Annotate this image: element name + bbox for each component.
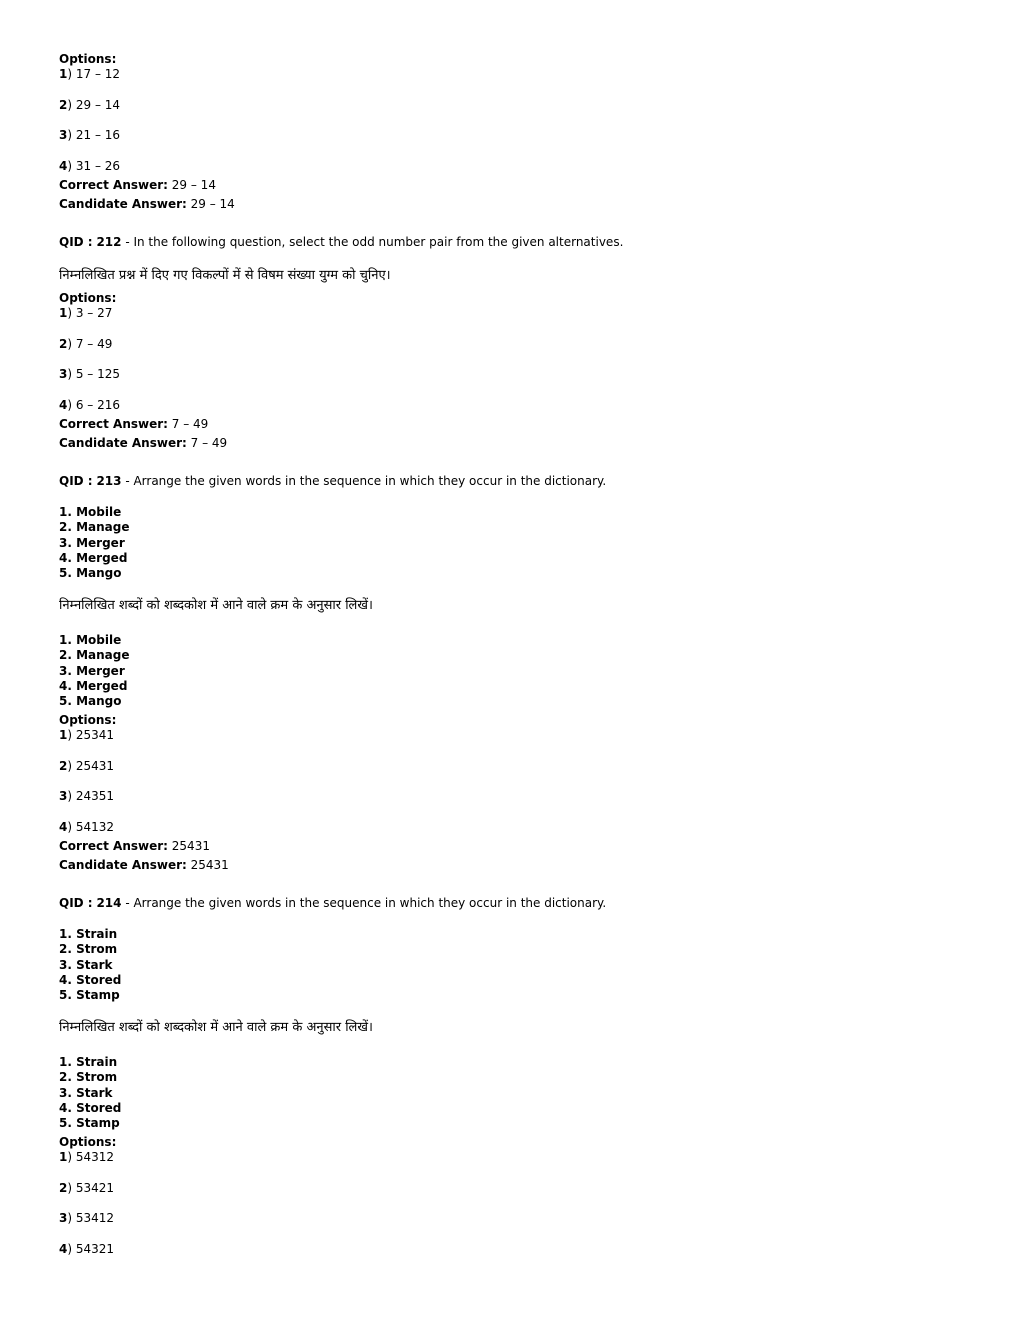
question-214-hindi: निम्नलिखित शब्दों को शब्दकोश में आने वाले क्रम के अनुसार लिखें। [59,1020,373,1035]
word-list-213 [59,505,959,581]
answers-block-212 [59,398,959,451]
option-1: 1) 54312 [59,1150,115,1165]
option-2: 2) 7 – 49 [59,337,113,351]
answers-block-211 [59,159,959,212]
word-list-214-hindi [59,1055,959,1166]
candidate-answer: Candidate Answer: 25431 [59,857,229,872]
option-3: 3) 53412 [59,1211,115,1225]
option-4: 4) 6 – 216 [59,398,121,412]
word-list-214 [59,927,959,1003]
option-3: 3) 21 – 16 [59,128,121,142]
options-block-212 [59,291,959,322]
word-item: 2. Strom [59,942,118,957]
question-214: QID : 214 - Arrange the given words in the sequence in which they occur in the dictionary. [59,896,607,910]
candidate-answer: Candidate Answer: 7 – 49 [59,435,228,450]
option-1: 1) 25341 [59,728,115,743]
correct-answer: Correct Answer: 7 – 49 [59,416,209,431]
candidate-answer: Candidate Answer: 29 – 14 [59,196,235,211]
question-213: QID : 213 - Arrange the given words in the sequence in which they occur in the dictionary. [59,474,607,488]
option-1: 1) 17 – 12 [59,67,121,82]
word-item: 4. Stored [59,1100,122,1115]
word-item: 1. Strain [59,927,118,941]
word-item: 4. Merged [59,678,128,693]
word-item: 3. Stark [59,957,113,972]
word-item: 2. Strom [59,1070,118,1085]
option-4: 4) 31 – 26 [59,159,121,173]
option-2: 2) 29 – 14 [59,98,121,112]
word-item: 5. Stamp [59,988,120,1003]
word-item: 2. Manage [59,648,130,663]
option-4: 4) 54132 [59,820,115,834]
word-item: 3. Merger [59,535,125,550]
word-item: 5. Stamp [59,1116,120,1131]
option-2: 2) 25431 [59,759,115,773]
question-212: QID : 212 - In the following question, select the odd number pair from the given alternatives. [59,235,624,249]
word-item: 5. Mango [59,566,122,581]
word-item: 1. Mobile [59,633,122,647]
option-1: 1) 3 – 27 [59,306,113,321]
options-label: Options: [59,1135,117,1150]
word-item: 4. Merged [59,550,128,565]
option-3: 3) 5 – 125 [59,367,121,381]
question-212-hindi: निम्नलिखित प्रश्न में दिए गए विकल्पों में से विषम संख्या युग्म को चुनिए। [59,268,391,283]
option-3: 3) 24351 [59,789,115,803]
word-item: 4. Stored [59,972,122,987]
question-213-hindi: निम्नलिखित शब्दों को शब्दकोश में आने वाले क्रम के अनुसार लिखें। [59,598,373,613]
options-label: Options: [59,291,117,305]
word-item: 1. Strain [59,1055,118,1069]
word-item: 3. Merger [59,663,125,678]
word-item: 3. Stark [59,1085,113,1100]
option-2: 2) 53421 [59,1181,115,1195]
answers-block-213 [59,820,959,873]
word-list-213-hindi [59,633,959,744]
options-label: Options: [59,52,117,66]
correct-answer: Correct Answer: 25431 [59,838,210,853]
word-item: 5. Mango [59,694,122,709]
option-4: 4) 54321 [59,1242,115,1256]
word-item: 2. Manage [59,520,130,535]
word-item: 1. Mobile [59,505,122,519]
options-block-211 [59,52,959,83]
options-label: Options: [59,713,117,728]
correct-answer: Correct Answer: 29 – 14 [59,177,216,192]
